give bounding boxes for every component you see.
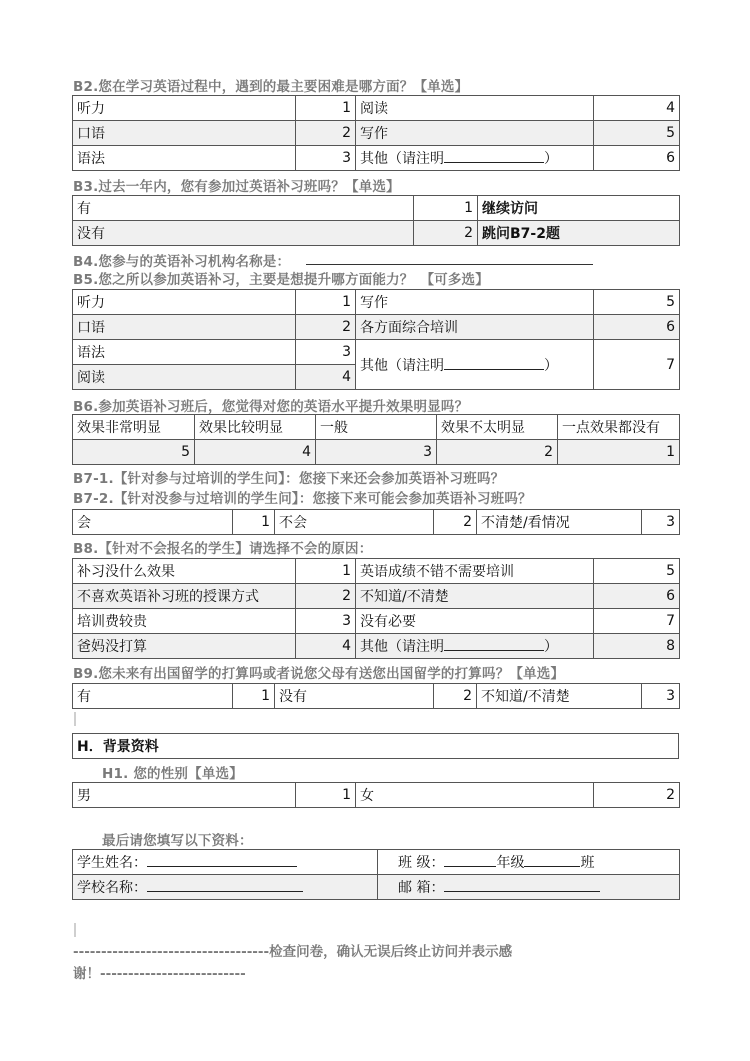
- table-row: [73, 96, 680, 121]
- option-label[interactable]: 效果非常明显: [73, 415, 195, 440]
- other-blank[interactable]: [444, 637, 544, 651]
- option-label[interactable]: 没有必要: [356, 609, 594, 634]
- table-row: [73, 196, 680, 221]
- final-info-title: 最后请您填写以下资料：: [102, 833, 253, 849]
- closing-line-2: 谢！--------------------------: [73, 966, 246, 982]
- option-code: 6: [594, 315, 680, 340]
- margin-mark: [74, 712, 76, 726]
- table-row: [73, 684, 680, 709]
- option-label[interactable]: 会: [73, 510, 233, 535]
- class-blank[interactable]: [524, 853, 580, 867]
- table-b3: [72, 195, 680, 246]
- table-h1: [72, 782, 680, 808]
- email-field[interactable]: [378, 875, 680, 900]
- option-label[interactable]: 阅读: [356, 96, 594, 121]
- table-b8: [72, 558, 680, 659]
- option-code: 3: [296, 609, 356, 634]
- class-label: 班 级：: [398, 855, 445, 871]
- option-label[interactable]: 一般: [316, 415, 437, 440]
- table-row: [73, 315, 680, 340]
- option-label[interactable]: 听力: [73, 290, 296, 315]
- question-b8-title: B8.【针对不会报名的学生】请选择不会的原因：: [73, 541, 373, 557]
- student-name-field[interactable]: [73, 850, 378, 875]
- student-name-label: 学生姓名：: [77, 855, 147, 871]
- option-code: 1: [296, 96, 356, 121]
- option-code: 3: [316, 440, 437, 465]
- option-label[interactable]: 语法: [73, 340, 296, 365]
- margin-mark: [74, 923, 76, 937]
- option-code: 5: [594, 290, 680, 315]
- option-label[interactable]: 补习没什么效果: [73, 559, 296, 584]
- option-label[interactable]: 效果比较明显: [195, 415, 316, 440]
- option-label[interactable]: 英语成绩不错不需要培训: [356, 559, 594, 584]
- option-label[interactable]: 效果不太明显: [437, 415, 558, 440]
- table-row: [73, 440, 680, 465]
- table-row: [73, 559, 680, 584]
- option-label[interactable]: 口语: [73, 315, 296, 340]
- other-close: ）: [544, 639, 558, 655]
- option-code: 2: [414, 221, 478, 246]
- table-row: [73, 340, 680, 365]
- student-name-blank[interactable]: [147, 853, 297, 867]
- option-label[interactable]: 语法: [73, 146, 296, 171]
- table-row: [73, 634, 680, 659]
- other-close: ）: [544, 151, 558, 167]
- table-b5: [72, 289, 680, 390]
- option-code: 3: [296, 340, 356, 365]
- option-code: 1: [233, 510, 275, 535]
- option-code: 4: [296, 634, 356, 659]
- option-label[interactable]: 男: [73, 783, 296, 808]
- option-code: 2: [296, 121, 356, 146]
- option-label[interactable]: 不清楚/看情况: [477, 510, 642, 535]
- question-b4-title: B4.您参与的英语补习机构名称是：: [73, 254, 291, 270]
- question-b3-title: B3.过去一年内，您有参加过英语补习班吗？【单选】: [73, 179, 400, 195]
- closing-line-1: -----------------------------------检查问卷，确认无误后终止访问并表示感: [73, 944, 513, 960]
- option-code: 5: [594, 121, 680, 146]
- option-label[interactable]: 听力: [73, 96, 296, 121]
- table-row: [73, 146, 680, 171]
- option-label[interactable]: 女: [356, 783, 594, 808]
- option-code: 6: [594, 146, 680, 171]
- table-row: [73, 875, 680, 900]
- section-h-header: [72, 733, 679, 759]
- option-code: 2: [594, 783, 680, 808]
- question-b2-title: B2.您在学习英语过程中，遇到的最主要困难是哪方面？【单选】: [73, 79, 469, 95]
- option-code: 5: [73, 440, 195, 465]
- option-code: 1: [233, 684, 275, 709]
- option-code: 2: [437, 440, 558, 465]
- other-label: 其他（请注明: [360, 357, 444, 374]
- option-label[interactable]: 爸妈没打算: [73, 634, 296, 659]
- option-label[interactable]: 没有: [275, 684, 434, 709]
- b4-answer-line[interactable]: [306, 264, 593, 265]
- class-word: 班: [580, 855, 595, 871]
- option-code: 6: [594, 584, 680, 609]
- email-label: 邮 箱：: [398, 880, 445, 896]
- table-row: [73, 510, 680, 535]
- other-option[interactable]: [356, 146, 594, 171]
- table-b2: [72, 95, 680, 171]
- school-name-blank[interactable]: [147, 878, 303, 892]
- table-row: [73, 290, 680, 315]
- table-b6: [72, 414, 680, 465]
- question-b9-title: B9.您未来有出国留学的打算吗或者说您父母有送您出国留学的打算吗？【单选】: [73, 666, 565, 682]
- option-label[interactable]: 一点效果都没有: [558, 415, 680, 440]
- table-row: [73, 783, 680, 808]
- question-b7-1-title: B7-1.【针对参与过培训的学生问】：您接下来还会参加英语补习班吗？: [73, 471, 505, 487]
- school-name-field[interactable]: [73, 875, 378, 900]
- option-code: 1: [414, 196, 478, 221]
- option-code: 8: [594, 634, 680, 659]
- option-code: 5: [594, 559, 680, 584]
- grade-word: 年级: [496, 855, 525, 871]
- other-label: 其他（请注明: [360, 639, 444, 655]
- option-label[interactable]: 各方面综合培训: [356, 315, 594, 340]
- table-b9: [72, 683, 680, 709]
- email-blank[interactable]: [444, 878, 600, 892]
- option-label[interactable]: 口语: [73, 121, 296, 146]
- option-label[interactable]: 阅读: [73, 365, 296, 390]
- question-b6-title: B6.参加英语补习班后，您觉得对您的英语水平提升效果明显吗？: [73, 399, 469, 415]
- option-code: 3: [642, 684, 680, 709]
- grade-blank[interactable]: [444, 853, 496, 867]
- other-option[interactable]: [356, 634, 594, 659]
- option-label[interactable]: 有: [73, 196, 414, 221]
- table-final-info: [72, 849, 680, 900]
- option-code: 2: [296, 315, 356, 340]
- option-label[interactable]: 不知道/不清楚: [477, 684, 642, 709]
- skip-instruction: 跳问B7-2题: [478, 221, 680, 246]
- option-code: 2: [434, 510, 477, 535]
- option-code: 3: [296, 146, 356, 171]
- other-blank[interactable]: [444, 149, 544, 163]
- class-field[interactable]: [378, 850, 680, 875]
- table-row: [73, 609, 680, 634]
- option-code: 7: [594, 340, 680, 390]
- option-code: 1: [558, 440, 680, 465]
- option-code: 4: [195, 440, 316, 465]
- closing-note: [73, 941, 593, 985]
- option-label[interactable]: 写作: [356, 290, 594, 315]
- table-b7: [72, 509, 680, 535]
- table-row: [73, 584, 680, 609]
- school-name-label: 学校名称：: [77, 880, 147, 896]
- option-label[interactable]: 不喜欢英语补习班的授课方式: [73, 584, 296, 609]
- section-title: H．背景资料: [73, 734, 679, 759]
- question-b7-2-title: B7-2.【针对没参与过培训的学生问】：您接下来可能会参加英语补习班吗？: [73, 491, 532, 507]
- option-label[interactable]: 培训费较贵: [73, 609, 296, 634]
- table-row: [73, 121, 680, 146]
- option-code: 7: [594, 609, 680, 634]
- option-label[interactable]: 有: [73, 684, 233, 709]
- option-code: 4: [296, 365, 356, 390]
- option-code: 4: [594, 96, 680, 121]
- other-close: ）: [544, 357, 558, 374]
- option-label[interactable]: 不知道/不清楚: [356, 584, 594, 609]
- other-blank[interactable]: [444, 356, 544, 370]
- option-code: 1: [296, 783, 356, 808]
- option-label[interactable]: 不会: [275, 510, 434, 535]
- option-code: 2: [434, 684, 477, 709]
- other-option[interactable]: [356, 340, 594, 390]
- table-row: [73, 221, 680, 246]
- option-code: 1: [296, 559, 356, 584]
- table-row: [73, 415, 680, 440]
- option-label[interactable]: 没有: [73, 221, 414, 246]
- table-row: [73, 850, 680, 875]
- option-code: 1: [296, 290, 356, 315]
- question-b5-title: B5.您之所以参加英语补习，主要是想提升哪方面能力？ 【可多选】: [73, 272, 489, 288]
- option-code: 3: [642, 510, 680, 535]
- option-label[interactable]: 写作: [356, 121, 594, 146]
- option-code: 2: [296, 584, 356, 609]
- skip-instruction: 继续访问: [478, 196, 680, 221]
- question-h1-title: H1. 您的性别【单选】: [102, 766, 243, 782]
- other-label: 其他（请注明: [360, 151, 444, 167]
